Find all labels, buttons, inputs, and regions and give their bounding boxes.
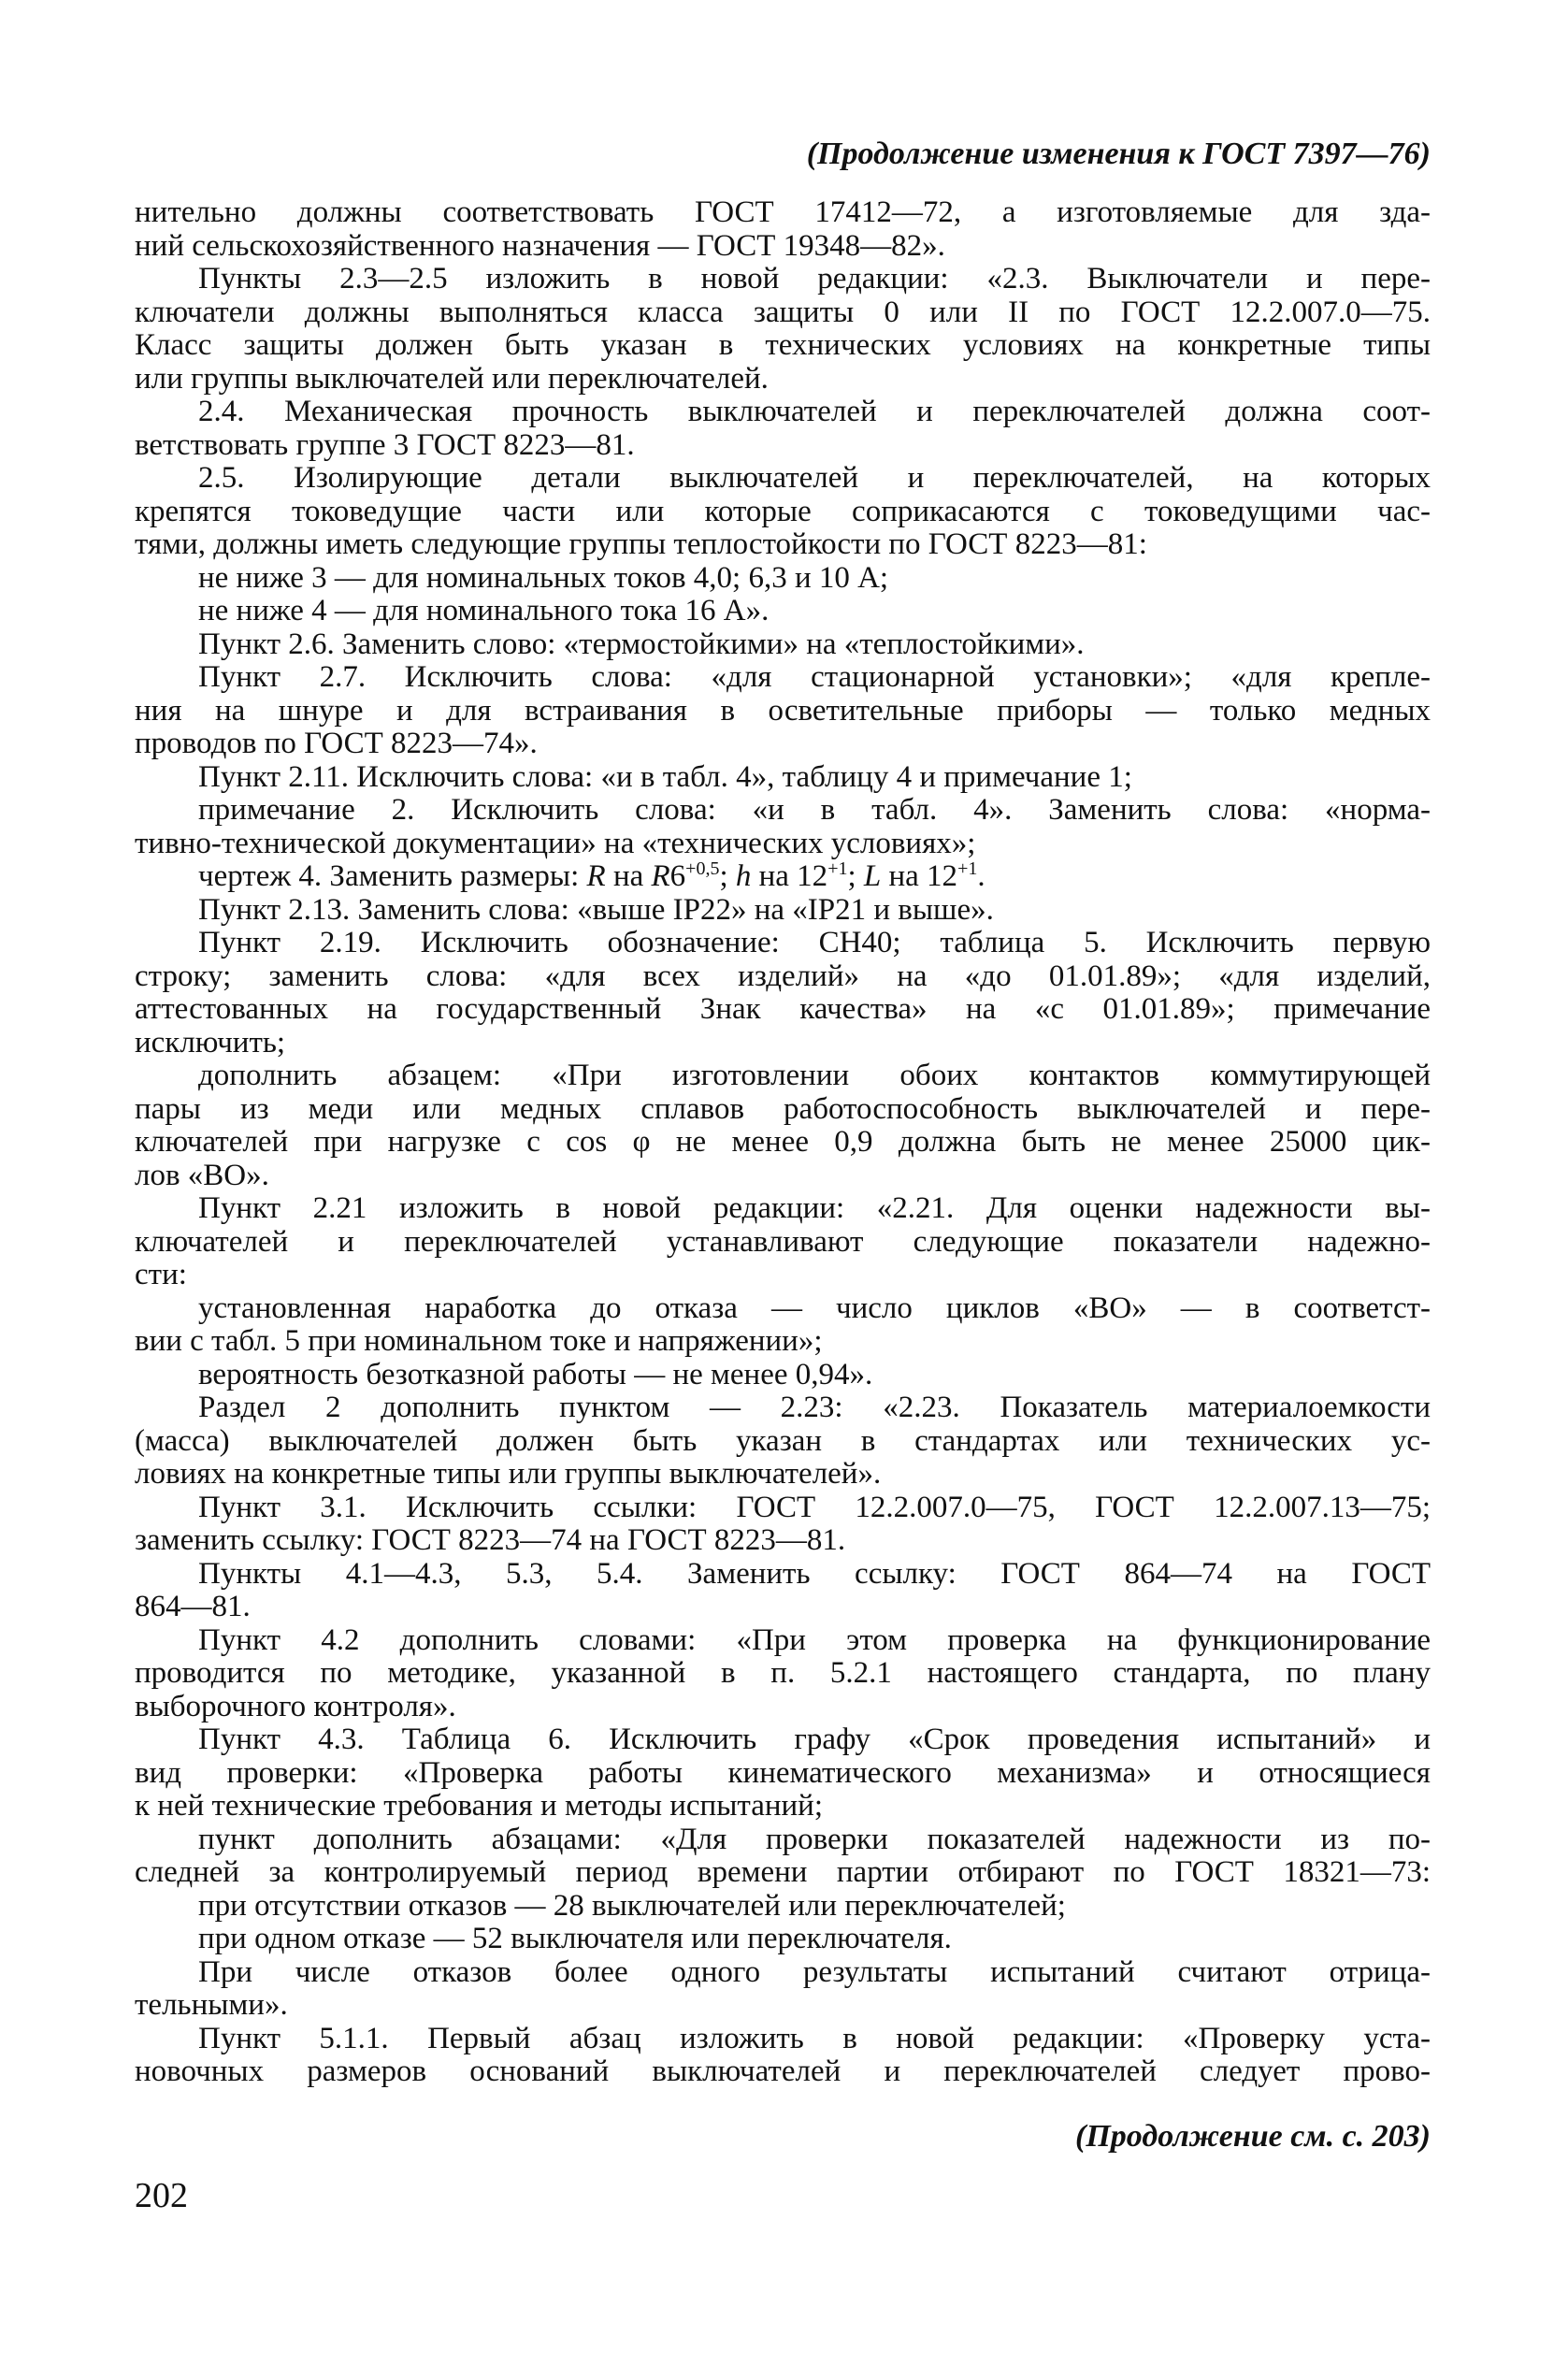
text-line: ния на шнуре и для встраивания в осветительные приборы — только медных [135, 693, 1431, 728]
text-fragment: 6 [669, 859, 686, 893]
text-fragment: L [863, 859, 882, 893]
text-line: (масса) выключателей должен быть указан в стандартах или технических ус- [135, 1423, 1431, 1458]
text-line: при отсутствии отказов — 28 выключателей или переключателей; [198, 1888, 1066, 1923]
text-line: Пункт 2.7. Исключить слова: «для стационарной установки»; «для крепле- [198, 660, 1431, 694]
text-line: Класс защиты должен быть указан в технических условиях на конкретные типы [135, 328, 1431, 362]
text-line: следней за контролируемый период времени партии отбирают по ГОСТ 18321—73: [135, 1855, 1431, 1889]
text-line: Пункт 2.21 изложить в новой редакции: «2.21. Для оценки надежности вы- [198, 1191, 1431, 1225]
text-line: Раздел 2 дополнить пунктом — 2.23: «2.23. Показатель материалоемкости [198, 1391, 1431, 1424]
text-line: Пункт 4.3. Таблица 6. Исключить графу «Срок проведения испытаний» и [198, 1723, 1431, 1756]
tolerance-superscript: +0,5 [685, 858, 720, 879]
text-line: Пункт 3.1. Исключить ссылки: ГОСТ 12.2.007.0—75, ГОСТ 12.2.007.13—75; [198, 1490, 1431, 1524]
text-line: заменить ссылку: ГОСТ 8223—74 на ГОСТ 8223—81. [135, 1523, 846, 1557]
text-line: исключить; [135, 1025, 286, 1059]
text-fragment: . [977, 859, 985, 893]
text-line: ключатели должны выполняться класса защиты 0 или II по ГОСТ 12.2.007.0—75. [135, 295, 1431, 329]
tolerance-superscript: +1 [827, 858, 848, 879]
document-body [135, 196, 1431, 2089]
text-line: к ней технические требования и методы испытаний; [135, 1789, 824, 1823]
text-line: ключателей и переключателей устанавливают следующие показатели надежно- [135, 1224, 1431, 1259]
text-fragment: на 12 [751, 859, 828, 893]
text-line: Пункт 2.19. Исключить обозначение: СН40; таблица 5. Исключить первую [198, 926, 1431, 959]
text-line: Пункты 4.1—4.3, 5.3, 5.4. Заменить ссылку: ГОСТ 864—74 на ГОСТ [198, 1556, 1431, 1591]
text-line: Пункт 5.1.1. Первый абзац изложить в новой редакции: «Проверку уста- [198, 2021, 1431, 2055]
text-fragment: R [651, 859, 670, 893]
text-line: вероятность безотказной работы — не менее 0,94». [198, 1357, 873, 1391]
continuation-note: (Продолжение см. с. 203) [1075, 2119, 1431, 2154]
text-line: выборочного контроля». [135, 1689, 456, 1723]
text-line: 2.5. Изолирующие детали выключателей и переключателей, на которых [198, 461, 1431, 495]
text-line: сти: [135, 1258, 187, 1291]
text-line: 864—81. [135, 1590, 251, 1623]
text-line: при одном отказе — 52 выключателя или переключателя. [198, 1922, 952, 1955]
text-line: ветствовать группе 3 ГОСТ 8223—81. [135, 427, 635, 462]
text-fragment: ; [847, 859, 864, 893]
text-line: тями, должны иметь следующие группы теплостойкости по ГОСТ 8223—81: [135, 527, 1147, 561]
page-number: 202 [135, 2176, 188, 2215]
text-line: лов «ВО». [135, 1158, 269, 1192]
text-line [135, 860, 1431, 894]
text-fragment: на [605, 859, 652, 893]
text-fragment: на 12 [881, 859, 958, 893]
text-line: ловиях на конкретные типы или группы выключателей». [135, 1457, 882, 1491]
tolerance-superscript: +1 [957, 858, 978, 879]
text-line: проводится по методике, указанной в п. 5.2.1 настоящего стандарта, по плану [135, 1656, 1431, 1690]
text-line: вид проверки: «Проверка работы кинематического механизма» и относящиеся [135, 1755, 1431, 1790]
text-line: тивно-технической документации» на «технических условиях»; [135, 826, 976, 860]
text-line: ключателей при нагрузке с cos φ не менее 0,9 должна быть не менее 25000 цик- [135, 1125, 1431, 1159]
text-line: крепятся токоведущие части или которые соприкасаются с токоведущими час- [135, 494, 1431, 528]
text-line: Пункт 2.13. Заменить слова: «выше IP22» на «IP21 и выше». [198, 892, 994, 927]
text-line: или группы выключателей или переключателей. [135, 361, 769, 396]
text-line: пары из меди или медных сплавов работоспособность выключателей и пере- [135, 1091, 1431, 1126]
text-line: ний сельскохозяйственного назначения — ГОСТ 19348—82». [135, 228, 945, 263]
running-header: (Продолжение изменения к ГОСТ 7397—76) [806, 137, 1431, 171]
text-line: 2.4. Механическая прочность выключателей и переключателей должна соот- [198, 395, 1431, 428]
text-fragment: ; [719, 859, 736, 893]
text-line: строку; заменить слова: «для всех изделий» на «до 01.01.89»; «для изделий, [135, 959, 1431, 993]
text-fragment: h [735, 859, 752, 893]
text-line: Пункт 4.2 дополнить словами: «При этом проверка на функционирование [198, 1622, 1431, 1657]
text-line: не ниже 4 — для номинального тока 16 А». [198, 594, 770, 627]
text-fragment: R [586, 859, 606, 893]
text-line: проводов по ГОСТ 8223—74». [135, 727, 538, 760]
text-line: тельными». [135, 1988, 288, 2022]
text-line: При числе отказов более одного результаты испытаний считают отрица- [198, 1954, 1431, 1989]
text-line: установленная наработка до отказа — число циклов «ВО» — в соответст- [198, 1290, 1431, 1325]
text-line: примечание 2. Исключить слова: «и в табл. 4». Заменить слова: «норма- [198, 793, 1431, 827]
text-line: нительно должны соответствовать ГОСТ 17412—72, а изготовляемые для зда- [135, 195, 1431, 229]
text-line: Пункты 2.3—2.5 изложить в новой редакции: «2.3. Выключатели и пере- [198, 262, 1431, 296]
text-line: Пункт 2.11. Исключить слова: «и в табл. 4», таблицу 4 и примечание 1; [198, 759, 1132, 794]
text-line: не ниже 3 — для номинальных токов 4,0; 6,3 и 10 А; [198, 560, 889, 595]
text-line: пункт дополнить абзацами: «Для проверки показателей надежности из по- [198, 1822, 1431, 1856]
text-fragment: чертеж 4. Заменить размеры: [198, 859, 587, 893]
text-line: новочных размеров оснований выключателей и переключателей следует прово- [135, 2054, 1431, 2088]
text-line: аттестованных на государственный Знак качества» на «с 01.01.89»; примечание [135, 992, 1431, 1026]
text-line: Пункт 2.6. Заменить слово: «термостойкими» на «теплостойкими». [198, 627, 1085, 661]
text-line: вии с табл. 5 при номинальном токе и напряжении»; [135, 1324, 823, 1358]
text-line: дополнить абзацем: «При изготовлении обоих контактов коммутирующей [198, 1059, 1431, 1092]
